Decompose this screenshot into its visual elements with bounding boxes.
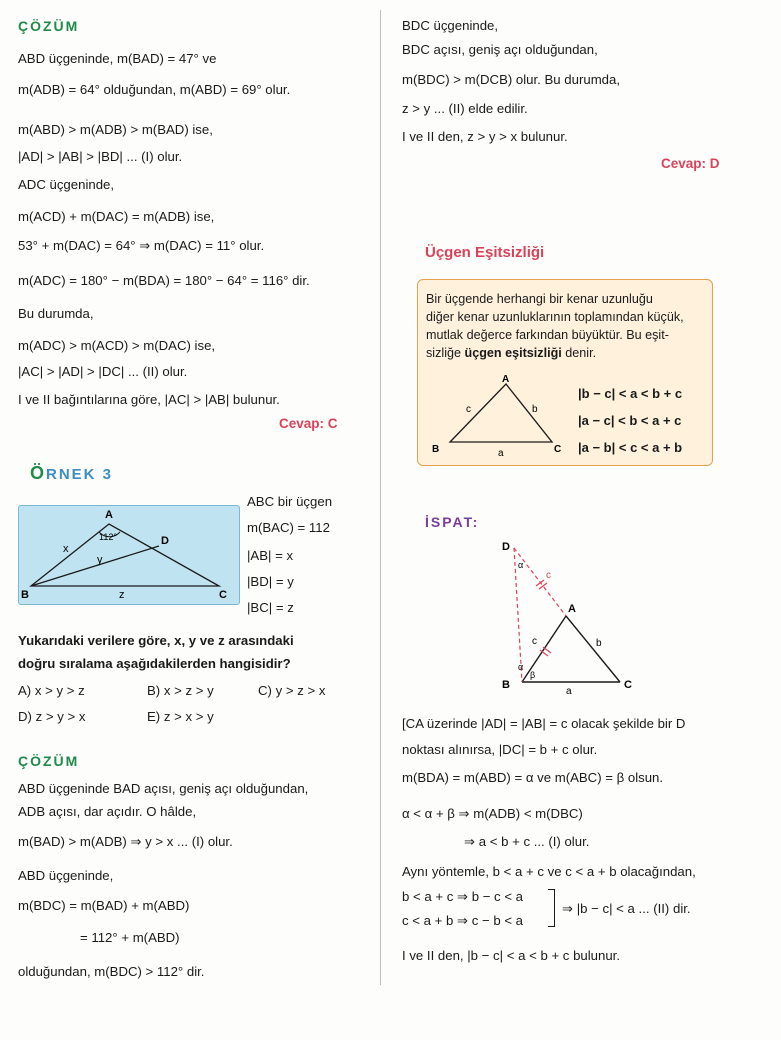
proof-line: ⇒ |b − c| < a ... (II) dir. [562,901,691,916]
solution-line: m(ADC) = 180° − m(BDA) = 180° − 64° = 116° dir. [18,273,310,288]
given-line: |AB| = x [247,548,294,563]
solution-line: 53° + m(DAC) = 64° ⇒ m(DAC) = 11° olur. [18,238,265,253]
proof-line: α < α + β ⇒ m(ADB) < m(DBC) [402,806,583,821]
definition-line: Bir üçgende herhangi bir kenar uzunluğu [426,292,653,306]
solution-line: ABD üçgeninde BAD açısı, geniş açı olduğundan, [18,781,309,796]
proof-line: m(BDA) = m(ABD) = α ve m(ABC) = β olsun. [402,770,664,785]
definition-term: üçgen eşitsizliği [464,346,562,360]
solution-line: I ve II bağıntılarına göre, |AC| > |AB| bulunur. [18,392,280,407]
tick-mark [536,580,544,586]
box-vertex-a: A [502,374,510,385]
definition-line: diğer kenar uzunluklarının toplamından küçük, [426,310,684,324]
tick-mark [539,583,547,589]
inequality-a: |b − c| < a < b + c [578,386,683,401]
proof-side-b: b [596,638,602,649]
segment-ac [566,616,620,682]
proof-vertex-a: A [568,603,576,615]
proof-side-a: a [566,686,572,694]
definition-part: sizliğe [426,346,465,360]
solution-line: m(ADB) = 64° olduğundan, m(ABD) = 69° olur. [18,82,291,97]
inequality-b: |a − c| < b < a + c [578,413,682,428]
vertex-c-label: C [219,589,227,601]
segment-ba [522,616,566,682]
definition-box [417,279,713,466]
solution-line: BDC açısı, geniş açı olduğundan, [402,42,598,57]
answer-d: Cevap: D [661,156,720,171]
solution-line: I ve II den, z > y > x bulunur. [402,129,568,144]
proof-vertex-d: D [502,541,510,553]
vertex-a-label: A [105,509,113,521]
solution-line: m(ACD) + m(DAC) = m(ADB) ise, [18,209,215,224]
given-line: |BC| = z [247,600,294,615]
definition-text [426,290,702,362]
given-line: |BD| = y [247,574,294,589]
definition-line: mutlak değerce farkından büyüktür. Bu eşit- [426,328,669,342]
proof-vertex-c: C [624,679,632,691]
ornek-initial: Ö [30,463,47,483]
angle-label: 112° [99,532,117,542]
ispat-heading: İSPAT: [425,514,480,530]
proof-vertex-b: B [502,679,510,691]
proof-line: Aynı yöntemle, b < a + c ve c < a + b olacağından, [402,864,696,879]
box-vertex-c: C [554,444,562,455]
solution-line: ABD üçgeninde, [18,868,114,883]
proof-line: c < a + b ⇒ c − b < a [402,913,524,928]
proof-line: ⇒ a < b + c ... (I) olur. [464,834,590,849]
solution-line: ADC üçgeninde, [18,177,115,192]
vertex-d-label: D [161,535,169,547]
proof-side-c1: c [532,636,537,647]
vertex-b-label: B [21,589,29,601]
ornek-rest: RNEK 3 [46,466,114,483]
ornek-3-heading [30,463,113,484]
tick-mark [543,647,551,653]
cozum-heading-2: ÇÖZÜM [18,753,80,769]
question-line: Yukarıdaki verilere göre, x, y ve z arasındaki [18,633,294,648]
given-line: ABC bir üçgen [247,494,333,509]
example-figure [18,505,240,605]
brace [548,889,555,927]
inequality-c: |a − b| < c < a + b [578,440,683,455]
proof-alpha-top: α [518,560,524,570]
solution-line: |AD| > |AB| > |BD| ... (I) olur. [18,149,183,164]
triangle-abc-figure [19,506,239,604]
side-x-label: x [63,543,69,555]
proof-line: noktası alınırsa, |DC| = b + c olur. [402,742,598,757]
proof-line: I ve II den, |b − c| < a < b + c bulunur. [402,948,620,963]
given-line: m(BAC) = 112 [247,520,330,535]
definition-line [426,344,702,362]
solution-line: Bu durumda, [18,306,94,321]
solution-line: BDC üçgeninde, [402,18,499,33]
option-c[interactable]: C) y > z > x [258,683,326,698]
solution-line: ADB açısı, dar açıdır. O hâlde, [18,804,197,819]
proof-alpha-bottom: α [518,662,524,672]
solution-line: = 112° + m(ABD) [80,930,180,945]
option-d[interactable]: D) z > y > x [18,709,86,724]
solution-line: olduğundan, m(BDC) > 112° dir. [18,964,205,979]
column-divider [380,10,381,985]
option-b[interactable]: B) x > z > y [147,683,214,698]
solution-line: ABD üçgeninde, m(BAD) = 47° ve [18,51,217,66]
segment-da-dashed [514,548,566,616]
solution-line: m(BDC) > m(DCB) olur. Bu durumda, [402,72,621,87]
solution-line: m(ADC) > m(ACD) > m(DAC) ise, [18,338,216,353]
proof-beta: β [530,670,536,680]
solution-line: m(BDC) = m(BAD) + m(ABD) [18,898,190,913]
box-side-a: a [498,448,504,459]
side-z-label: z [119,589,125,601]
segment-bd [31,546,159,586]
solution-line: z > y ... (II) elde edilir. [402,101,528,116]
section-title: Üçgen Eşitsizliği [425,244,545,261]
solution-line: m(BAD) > m(ADB) ⇒ y > x ... (I) olur. [18,834,233,849]
cozum-heading-1: ÇÖZÜM [18,18,80,34]
question-line: doğru sıralama aşağıdakilerden hangisidir? [18,656,291,671]
proof-figure [492,534,642,694]
box-vertex-b: B [432,444,440,455]
side-y-label: y [97,554,103,566]
definition-part: denir. [561,346,597,360]
option-a[interactable]: A) x > y > z [18,683,85,698]
box-side-c: c [466,404,471,415]
proof-line: b < a + c ⇒ b − c < a [402,889,524,904]
proof-line: [CA üzerinde |AD| = |AB| = c olacak şekilde bir D [402,716,686,731]
proof-side-c2: c [546,570,551,581]
box-side-b: b [532,404,538,415]
solution-line: |AC| > |AD| > |DC| ... (II) olur. [18,364,188,379]
solution-line: m(ABD) > m(ADB) > m(BAD) ise, [18,122,213,137]
option-e[interactable]: E) z > x > y [147,709,214,724]
box-triangle-figure [428,374,568,460]
answer-c: Cevap: C [279,416,338,431]
